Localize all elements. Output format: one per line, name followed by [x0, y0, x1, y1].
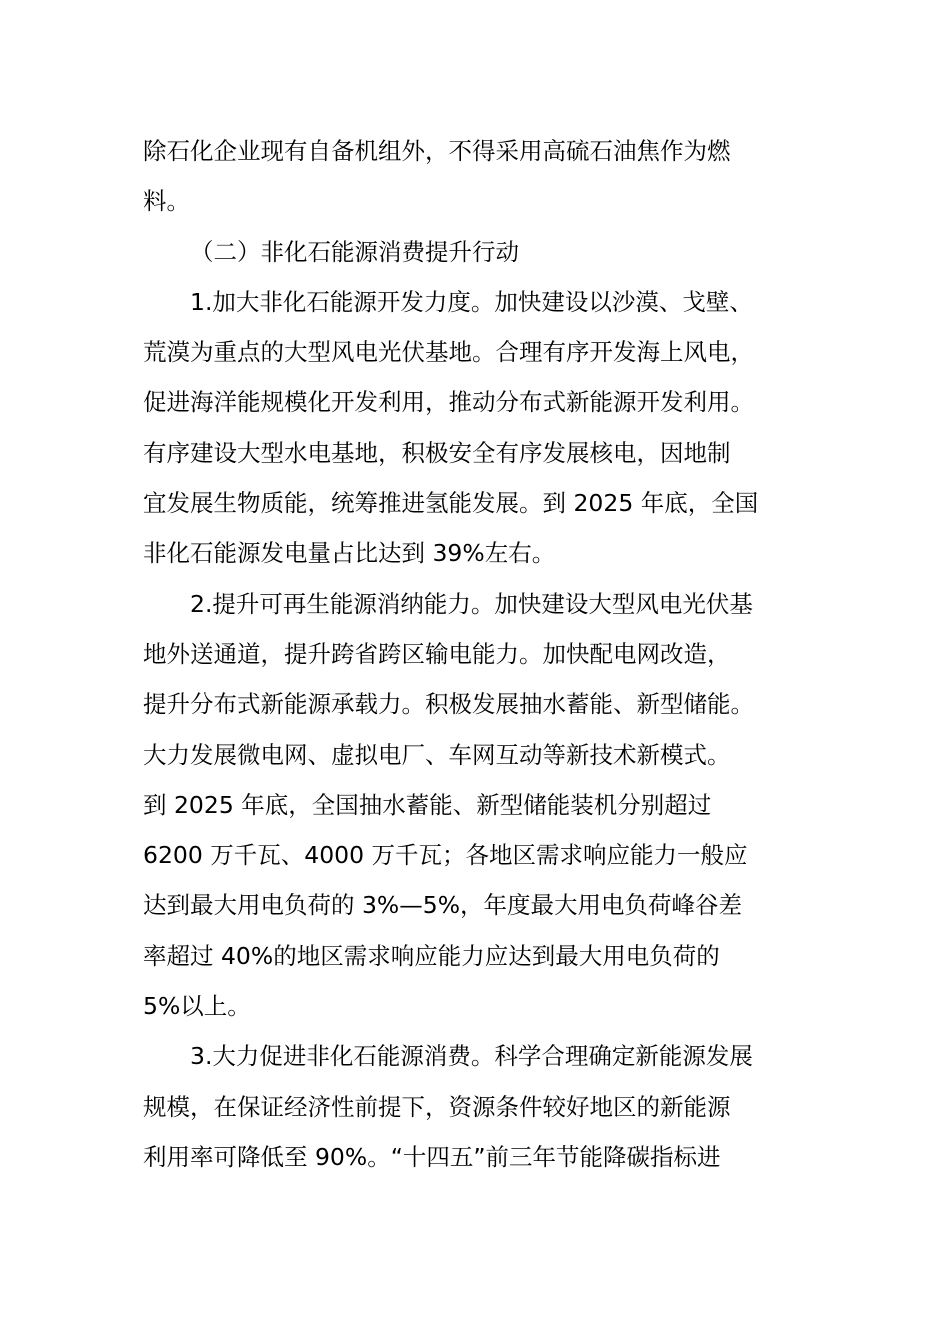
- body-text: [143, 126, 813, 1182]
- text-line: 料。: [143, 187, 190, 216]
- text-line: 5%以上。: [143, 992, 251, 1021]
- text-line: 大力发展微电网、虚拟电厂、车网互动等新技术新模式。: [143, 740, 731, 769]
- text-line: 宜发展生物质能，统筹推进氢能发展。到 2025 年底，全国: [143, 489, 759, 518]
- text-line: 非化石能源发电量占比达到 39%左右。: [143, 539, 556, 568]
- paragraph-start-line: 3.大力促进非化石能源消费。科学合理确定新能源发展: [190, 1042, 753, 1071]
- text-line: 荒漠为重点的大型风电光伏基地。合理有序开发海上风电，: [143, 338, 754, 367]
- text-line: 规模，在保证经济性前提下，资源条件较好地区的新能源: [143, 1092, 731, 1121]
- text-line: 提升分布式新能源承载力。积极发展抽水蓄能、新型储能。: [143, 690, 754, 719]
- paragraph-start-line: 1.加大非化石能源开发力度。加快建设以沙漠、戈壁、: [190, 287, 753, 316]
- paragraph-start-line: 2.提升可再生能源消纳能力。加快建设大型风电光伏基: [190, 589, 753, 618]
- text-line: 达到最大用电负荷的 3%—5%，年度最大用电负荷峰谷差: [143, 891, 743, 920]
- text-line: 除石化企业现有自备机组外，不得采用高硫石油焦作为燃: [143, 137, 731, 165]
- text-line: 6200 万千瓦、4000 万千瓦；各地区需求响应能力一般应: [143, 841, 748, 870]
- text-line: 率超过 40%的地区需求响应能力应达到最大用电负荷的: [143, 941, 720, 970]
- text-line: 有序建设大型水电基地，积极安全有序发展核电，因地制: [143, 438, 731, 467]
- text-line: 地外送通道，提升跨省跨区输电能力。加快配电网改造，: [143, 639, 731, 668]
- text-line: 利用率可降低至 90%。“十四五”前三年节能降碳指标进: [143, 1142, 721, 1171]
- text-line: 到 2025 年底，全国抽水蓄能、新型储能装机分别超过: [143, 790, 712, 819]
- text-line: 促进海洋能规模化开发利用，推动分布式新能源开发利用。: [143, 388, 754, 417]
- section-heading: （二）非化石能源消费提升行动: [190, 237, 519, 266]
